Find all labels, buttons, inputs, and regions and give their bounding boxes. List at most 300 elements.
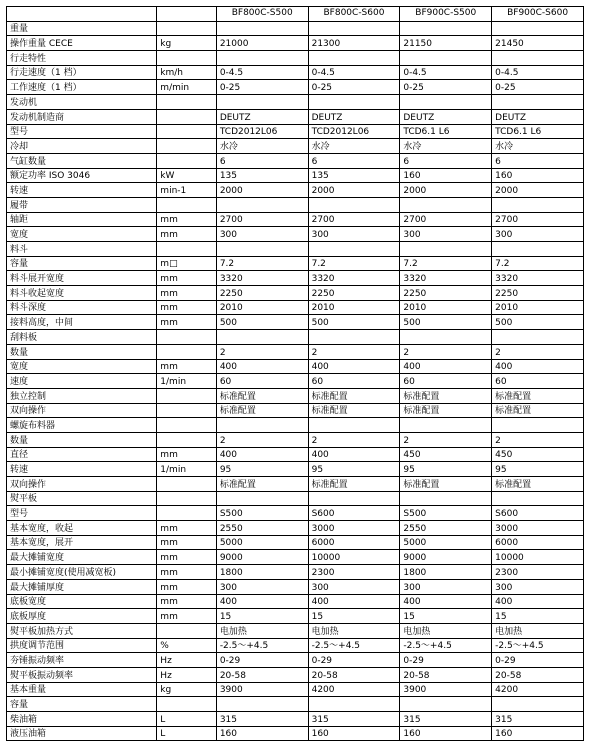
value-cell: 400 bbox=[216, 359, 308, 374]
spec-label: 料斗展开宽度 bbox=[7, 271, 157, 286]
spec-label: 最大摊铺厚度 bbox=[7, 579, 157, 594]
value-cell: 20-58 bbox=[308, 667, 400, 682]
value-cell: 1800 bbox=[400, 565, 492, 580]
value-cell: 0-4.5 bbox=[308, 65, 400, 80]
value-cell: 3900 bbox=[216, 682, 308, 697]
value-cell: 标准配置 bbox=[216, 403, 308, 418]
spec-label: 双向操作 bbox=[7, 477, 157, 492]
value-cell: 500 bbox=[400, 315, 492, 330]
unit-cell: mm bbox=[157, 521, 217, 536]
section-label: 料斗 bbox=[7, 242, 157, 257]
section-row bbox=[7, 418, 584, 433]
value-cell: 135 bbox=[308, 168, 400, 183]
unit-cell: mm bbox=[157, 609, 217, 624]
spec-label: 数量 bbox=[7, 432, 157, 447]
value-cell: 160 bbox=[308, 726, 400, 741]
value-cell: 300 bbox=[308, 227, 400, 242]
value-cell: DEUTZ bbox=[308, 109, 400, 124]
value-cell bbox=[216, 197, 308, 212]
spec-label: 接料高度，中间 bbox=[7, 315, 157, 330]
table-row bbox=[7, 271, 584, 286]
value-cell: 300 bbox=[216, 227, 308, 242]
value-cell: 300 bbox=[492, 227, 584, 242]
value-cell: 标准配置 bbox=[492, 403, 584, 418]
model-header-cell: BF900C-S600 bbox=[492, 7, 584, 22]
unit-cell bbox=[157, 153, 217, 168]
value-cell: DEUTZ bbox=[400, 109, 492, 124]
table-row bbox=[7, 550, 584, 565]
unit-cell bbox=[157, 477, 217, 492]
value-cell: 400 bbox=[492, 594, 584, 609]
value-cell: 15 bbox=[308, 609, 400, 624]
unit-cell: Hz bbox=[157, 653, 217, 668]
unit-cell: % bbox=[157, 638, 217, 653]
value-cell: -2.5～+4.5 bbox=[400, 638, 492, 653]
unit-cell bbox=[157, 139, 217, 154]
spec-label: 拱度调节范围 bbox=[7, 638, 157, 653]
unit-cell bbox=[157, 491, 217, 506]
value-cell: DEUTZ bbox=[216, 109, 308, 124]
value-cell: 315 bbox=[400, 712, 492, 727]
value-cell: 20-58 bbox=[492, 667, 584, 682]
table-row bbox=[7, 506, 584, 521]
value-cell bbox=[308, 418, 400, 433]
unit-cell bbox=[157, 330, 217, 345]
section-label: 履带 bbox=[7, 197, 157, 212]
value-cell: 2010 bbox=[216, 300, 308, 315]
value-cell: 标准配置 bbox=[492, 388, 584, 403]
value-cell: 6 bbox=[216, 153, 308, 168]
unit-cell: L bbox=[157, 726, 217, 741]
value-cell bbox=[308, 242, 400, 257]
value-cell bbox=[216, 51, 308, 66]
value-cell: 0-25 bbox=[308, 80, 400, 95]
value-cell: S600 bbox=[492, 506, 584, 521]
value-cell bbox=[492, 418, 584, 433]
value-cell: 标准配置 bbox=[308, 403, 400, 418]
value-cell: 160 bbox=[216, 726, 308, 741]
section-row bbox=[7, 197, 584, 212]
unit-cell bbox=[157, 242, 217, 257]
value-cell: 15 bbox=[492, 609, 584, 624]
spec-label: 型号 bbox=[7, 124, 157, 139]
spec-label: 液压油箱 bbox=[7, 726, 157, 741]
spec-label: 最小摊铺宽度(使用减宽板) bbox=[7, 565, 157, 580]
spec-label: 独立控制 bbox=[7, 388, 157, 403]
header-cell-blank bbox=[7, 7, 157, 22]
value-cell: 标准配置 bbox=[216, 477, 308, 492]
value-cell: 400 bbox=[308, 594, 400, 609]
table-row bbox=[7, 153, 584, 168]
value-cell bbox=[492, 242, 584, 257]
value-cell: 6 bbox=[492, 153, 584, 168]
unit-cell: m/min bbox=[157, 80, 217, 95]
value-cell bbox=[216, 418, 308, 433]
value-cell bbox=[216, 330, 308, 345]
value-cell bbox=[400, 21, 492, 36]
value-cell: 标准配置 bbox=[216, 388, 308, 403]
value-cell: 315 bbox=[308, 712, 400, 727]
table-row bbox=[7, 712, 584, 727]
spec-label: 直径 bbox=[7, 447, 157, 462]
value-cell: 水冷 bbox=[492, 139, 584, 154]
value-cell: 10000 bbox=[308, 550, 400, 565]
section-row bbox=[7, 21, 584, 36]
spec-label: 行走速度（1 档） bbox=[7, 65, 157, 80]
table-row bbox=[7, 286, 584, 301]
value-cell: 2000 bbox=[308, 183, 400, 198]
spec-label: 底板宽度 bbox=[7, 594, 157, 609]
spec-label: 基本宽度，收起 bbox=[7, 521, 157, 536]
value-cell: 2700 bbox=[216, 212, 308, 227]
table-row bbox=[7, 36, 584, 51]
value-cell: 6 bbox=[400, 153, 492, 168]
unit-cell: km/h bbox=[157, 65, 217, 80]
value-cell bbox=[400, 197, 492, 212]
unit-cell: 1/min bbox=[157, 462, 217, 477]
value-cell bbox=[492, 95, 584, 110]
value-cell bbox=[308, 330, 400, 345]
unit-cell: mm bbox=[157, 227, 217, 242]
unit-cell bbox=[157, 403, 217, 418]
model-header-cell: BF800C-S500 bbox=[216, 7, 308, 22]
spec-label: 宽度 bbox=[7, 359, 157, 374]
value-cell bbox=[400, 330, 492, 345]
value-cell: 95 bbox=[216, 462, 308, 477]
value-cell: 3320 bbox=[216, 271, 308, 286]
value-cell: 21150 bbox=[400, 36, 492, 51]
table-row bbox=[7, 212, 584, 227]
unit-cell bbox=[157, 21, 217, 36]
value-cell: 7.2 bbox=[216, 256, 308, 271]
spec-label: 夯锤振动频率 bbox=[7, 653, 157, 668]
section-label: 发动机 bbox=[7, 95, 157, 110]
value-cell: 2250 bbox=[400, 286, 492, 301]
value-cell: 2 bbox=[400, 432, 492, 447]
value-cell: 2 bbox=[216, 344, 308, 359]
value-cell: TCD6.1 L6 bbox=[492, 124, 584, 139]
value-cell bbox=[492, 197, 584, 212]
unit-cell: mm bbox=[157, 447, 217, 462]
unit-cell bbox=[157, 432, 217, 447]
spec-label: 工作速度（1 档） bbox=[7, 80, 157, 95]
value-cell: 标准配置 bbox=[400, 477, 492, 492]
spec-label: 熨平板振动频率 bbox=[7, 667, 157, 682]
value-cell: 3000 bbox=[308, 521, 400, 536]
section-label: 熨平板 bbox=[7, 491, 157, 506]
header-row bbox=[7, 7, 584, 22]
value-cell: 6000 bbox=[308, 535, 400, 550]
unit-cell: mm bbox=[157, 315, 217, 330]
table-row bbox=[7, 594, 584, 609]
unit-cell: mm bbox=[157, 359, 217, 374]
spec-label: 型号 bbox=[7, 506, 157, 521]
value-cell bbox=[492, 491, 584, 506]
value-cell: 315 bbox=[216, 712, 308, 727]
value-cell: 电加热 bbox=[400, 623, 492, 638]
unit-cell: m□ bbox=[157, 256, 217, 271]
unit-cell: mm bbox=[157, 579, 217, 594]
table-row bbox=[7, 623, 584, 638]
table-row bbox=[7, 80, 584, 95]
value-cell: 95 bbox=[492, 462, 584, 477]
table-row bbox=[7, 653, 584, 668]
value-cell: 2700 bbox=[492, 212, 584, 227]
unit-cell: 1/min bbox=[157, 374, 217, 389]
value-cell: 400 bbox=[308, 447, 400, 462]
value-cell: 10000 bbox=[492, 550, 584, 565]
value-cell: 2 bbox=[216, 432, 308, 447]
model-header-cell: BF800C-S600 bbox=[308, 7, 400, 22]
value-cell: 95 bbox=[308, 462, 400, 477]
value-cell: 2010 bbox=[308, 300, 400, 315]
unit-cell bbox=[157, 95, 217, 110]
table-row bbox=[7, 521, 584, 536]
value-cell bbox=[400, 697, 492, 712]
value-cell bbox=[492, 697, 584, 712]
spec-label: 转速 bbox=[7, 183, 157, 198]
value-cell: 15 bbox=[400, 609, 492, 624]
section-label: 刮料板 bbox=[7, 330, 157, 345]
unit-cell: min-1 bbox=[157, 183, 217, 198]
value-cell: 6000 bbox=[492, 535, 584, 550]
section-label: 行走特性 bbox=[7, 51, 157, 66]
value-cell: 2 bbox=[308, 432, 400, 447]
section-row bbox=[7, 51, 584, 66]
value-cell: 7.2 bbox=[308, 256, 400, 271]
section-row bbox=[7, 491, 584, 506]
value-cell: 500 bbox=[216, 315, 308, 330]
value-cell: 20-58 bbox=[216, 667, 308, 682]
value-cell bbox=[400, 242, 492, 257]
table-row bbox=[7, 300, 584, 315]
unit-cell: mm bbox=[157, 565, 217, 580]
value-cell: 2 bbox=[492, 432, 584, 447]
value-cell: 21450 bbox=[492, 36, 584, 51]
spec-label: 气缸数量 bbox=[7, 153, 157, 168]
spec-label: 基本宽度，展开 bbox=[7, 535, 157, 550]
section-row bbox=[7, 330, 584, 345]
value-cell: 6 bbox=[308, 153, 400, 168]
value-cell: -2.5～+4.5 bbox=[308, 638, 400, 653]
unit-cell: Hz bbox=[157, 667, 217, 682]
value-cell: 0-4.5 bbox=[400, 65, 492, 80]
value-cell bbox=[216, 21, 308, 36]
table-row bbox=[7, 388, 584, 403]
spec-label: 容量 bbox=[7, 256, 157, 271]
spec-label: 宽度 bbox=[7, 227, 157, 242]
value-cell: 标准配置 bbox=[400, 388, 492, 403]
table-row bbox=[7, 462, 584, 477]
value-cell: 标准配置 bbox=[492, 477, 584, 492]
table-row bbox=[7, 359, 584, 374]
value-cell: 2250 bbox=[216, 286, 308, 301]
value-cell: 2010 bbox=[492, 300, 584, 315]
table-row bbox=[7, 579, 584, 594]
spec-label: 轴距 bbox=[7, 212, 157, 227]
value-cell: 0-25 bbox=[492, 80, 584, 95]
unit-cell bbox=[157, 197, 217, 212]
value-cell: 2250 bbox=[308, 286, 400, 301]
value-cell: TCD2012L06 bbox=[308, 124, 400, 139]
value-cell: 9000 bbox=[400, 550, 492, 565]
value-cell bbox=[216, 697, 308, 712]
spec-label: 速度 bbox=[7, 374, 157, 389]
value-cell: 300 bbox=[400, 579, 492, 594]
value-cell: 0-29 bbox=[308, 653, 400, 668]
value-cell: 水冷 bbox=[308, 139, 400, 154]
table-row bbox=[7, 403, 584, 418]
spec-label: 数量 bbox=[7, 344, 157, 359]
value-cell: 21300 bbox=[308, 36, 400, 51]
value-cell: 160 bbox=[492, 726, 584, 741]
value-cell: 400 bbox=[216, 594, 308, 609]
value-cell: 4200 bbox=[492, 682, 584, 697]
value-cell: 60 bbox=[216, 374, 308, 389]
spec-label: 操作重量 CECE bbox=[7, 36, 157, 51]
value-cell: 电加热 bbox=[308, 623, 400, 638]
value-cell: 300 bbox=[492, 579, 584, 594]
table-row bbox=[7, 638, 584, 653]
value-cell: 2300 bbox=[492, 565, 584, 580]
unit-cell bbox=[157, 418, 217, 433]
value-cell: 标准配置 bbox=[308, 388, 400, 403]
value-cell bbox=[492, 21, 584, 36]
table-row bbox=[7, 667, 584, 682]
value-cell: 450 bbox=[492, 447, 584, 462]
value-cell: 60 bbox=[400, 374, 492, 389]
value-cell bbox=[216, 242, 308, 257]
value-cell: 2300 bbox=[308, 565, 400, 580]
value-cell: 0-29 bbox=[492, 653, 584, 668]
table-row bbox=[7, 315, 584, 330]
spec-table-body bbox=[7, 7, 584, 741]
unit-cell bbox=[157, 623, 217, 638]
value-cell: 电加热 bbox=[216, 623, 308, 638]
unit-cell: mm bbox=[157, 550, 217, 565]
table-row bbox=[7, 374, 584, 389]
value-cell: 2000 bbox=[216, 183, 308, 198]
unit-cell bbox=[157, 51, 217, 66]
value-cell: 2 bbox=[492, 344, 584, 359]
table-row bbox=[7, 477, 584, 492]
value-cell bbox=[216, 95, 308, 110]
value-cell bbox=[492, 330, 584, 345]
value-cell bbox=[308, 51, 400, 66]
value-cell: 水冷 bbox=[216, 139, 308, 154]
value-cell: 400 bbox=[492, 359, 584, 374]
table-row bbox=[7, 565, 584, 580]
value-cell: 315 bbox=[492, 712, 584, 727]
table-row bbox=[7, 535, 584, 550]
value-cell bbox=[400, 51, 492, 66]
value-cell: 水冷 bbox=[400, 139, 492, 154]
value-cell: -2.5～+4.5 bbox=[492, 638, 584, 653]
spec-label: 额定功率 ISO 3046 bbox=[7, 168, 157, 183]
value-cell: 标准配置 bbox=[400, 403, 492, 418]
value-cell: 3900 bbox=[400, 682, 492, 697]
unit-cell: L bbox=[157, 712, 217, 727]
section-row bbox=[7, 697, 584, 712]
value-cell: 5000 bbox=[216, 535, 308, 550]
spec-label: 转速 bbox=[7, 462, 157, 477]
section-label: 螺旋布料器 bbox=[7, 418, 157, 433]
unit-cell: mm bbox=[157, 300, 217, 315]
unit-cell: mm bbox=[157, 286, 217, 301]
value-cell: 400 bbox=[216, 447, 308, 462]
model-header-cell: BF900C-S500 bbox=[400, 7, 492, 22]
value-cell bbox=[400, 95, 492, 110]
value-cell: 400 bbox=[308, 359, 400, 374]
value-cell: 400 bbox=[400, 594, 492, 609]
value-cell: 160 bbox=[492, 168, 584, 183]
spec-label: 双向操作 bbox=[7, 403, 157, 418]
value-cell: TCD2012L06 bbox=[216, 124, 308, 139]
table-row bbox=[7, 344, 584, 359]
value-cell: 2 bbox=[400, 344, 492, 359]
unit-cell: mm bbox=[157, 212, 217, 227]
value-cell: 0-29 bbox=[400, 653, 492, 668]
value-cell: 2 bbox=[308, 344, 400, 359]
value-cell: 9000 bbox=[216, 550, 308, 565]
value-cell bbox=[308, 697, 400, 712]
value-cell: S600 bbox=[308, 506, 400, 521]
spec-label: 冷却 bbox=[7, 139, 157, 154]
section-label: 重量 bbox=[7, 21, 157, 36]
value-cell: 标准配置 bbox=[308, 477, 400, 492]
spec-label: 料斗深度 bbox=[7, 300, 157, 315]
section-label: 容量 bbox=[7, 697, 157, 712]
table-row bbox=[7, 726, 584, 741]
value-cell: TCD6.1 L6 bbox=[400, 124, 492, 139]
value-cell: 2010 bbox=[400, 300, 492, 315]
table-row bbox=[7, 432, 584, 447]
value-cell: -2.5～+4.5 bbox=[216, 638, 308, 653]
value-cell bbox=[216, 491, 308, 506]
section-row bbox=[7, 95, 584, 110]
value-cell: 60 bbox=[492, 374, 584, 389]
value-cell bbox=[400, 418, 492, 433]
unit-cell: mm bbox=[157, 594, 217, 609]
spec-label: 最大摊铺宽度 bbox=[7, 550, 157, 565]
value-cell: 135 bbox=[216, 168, 308, 183]
value-cell: 2000 bbox=[492, 183, 584, 198]
value-cell bbox=[400, 491, 492, 506]
unit-cell bbox=[157, 697, 217, 712]
value-cell: 0-4.5 bbox=[492, 65, 584, 80]
value-cell: 21000 bbox=[216, 36, 308, 51]
spec-label: 熨平板加热方式 bbox=[7, 623, 157, 638]
section-row bbox=[7, 242, 584, 257]
value-cell: 0-29 bbox=[216, 653, 308, 668]
spec-label: 料斗收起宽度 bbox=[7, 286, 157, 301]
table-row bbox=[7, 124, 584, 139]
value-cell bbox=[308, 491, 400, 506]
unit-cell: kW bbox=[157, 168, 217, 183]
unit-cell bbox=[157, 344, 217, 359]
value-cell: 3320 bbox=[400, 271, 492, 286]
value-cell: 7.2 bbox=[400, 256, 492, 271]
value-cell: 500 bbox=[492, 315, 584, 330]
spec-label: 发动机制造商 bbox=[7, 109, 157, 124]
value-cell: DEUTZ bbox=[492, 109, 584, 124]
table-row bbox=[7, 65, 584, 80]
value-cell: 2250 bbox=[492, 286, 584, 301]
value-cell: 0-4.5 bbox=[216, 65, 308, 80]
value-cell: 160 bbox=[400, 168, 492, 183]
value-cell: 500 bbox=[308, 315, 400, 330]
table-row bbox=[7, 682, 584, 697]
